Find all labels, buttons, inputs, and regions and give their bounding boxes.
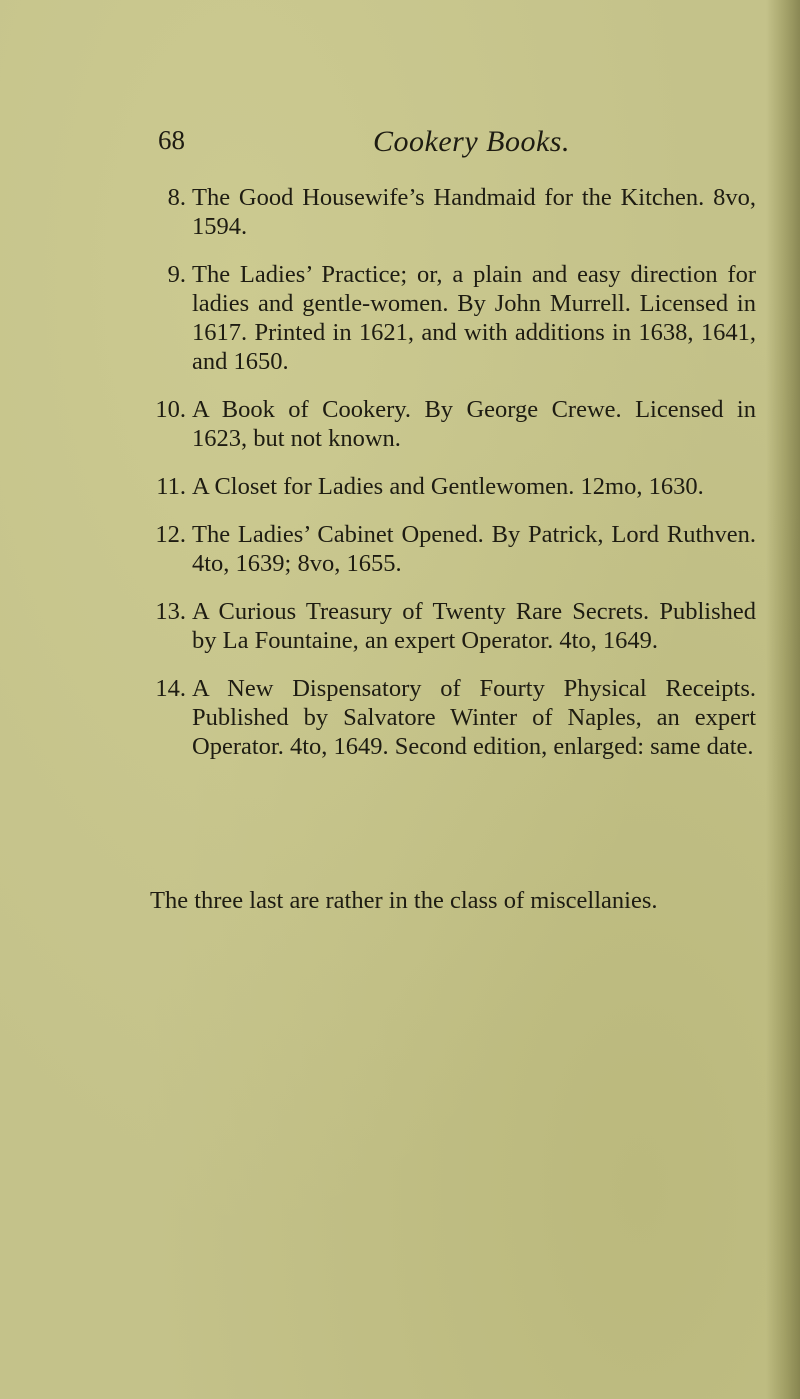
entry-number: 11. xyxy=(156,473,186,500)
list-item xyxy=(150,520,756,578)
entry-text: The Ladies’ Practice; or, a plain and easy direction for ladies and gentle-women. By John Murrell. Licensed in 1617. Printed in 1621, and with additions in 1638, 1641, and 1650. xyxy=(192,261,756,375)
bibliography-list xyxy=(150,183,756,780)
entry-text: A New Dispensatory of Fourty Physical Receipts. Published by Salvatore Winter of Naples, an expert Operator. 4to, 1649. Second edition, enlarged: same date. xyxy=(192,675,756,760)
list-item xyxy=(150,674,756,761)
page-edge-shadow xyxy=(766,0,800,1399)
page-header xyxy=(158,125,718,175)
list-item xyxy=(150,183,756,241)
page-number: 68 xyxy=(158,125,185,155)
list-item xyxy=(150,395,756,453)
list-item xyxy=(150,472,756,501)
entry-number: 14. xyxy=(155,675,186,702)
entry-text: A Book of Cookery. By George Crewe. Licensed in 1623, but not known. xyxy=(192,396,756,452)
entry-number: 9. xyxy=(167,261,186,288)
entry-text: A Curious Treasury of Twenty Rare Secrets. Published by La Fountaine, an expert Operator. 4to, 1649. xyxy=(192,598,756,654)
entry-number: 8. xyxy=(167,184,186,211)
entry-text: The Good Housewife’s Handmaid for the Kitchen. 8vo, 1594. xyxy=(192,184,756,240)
entry-text: A Closet for Ladies and Gentlewomen. 12mo, 1630. xyxy=(192,473,704,500)
entry-number: 12. xyxy=(155,521,186,548)
closing-note: The three last are rather in the class of miscellanies. xyxy=(150,887,658,914)
list-item xyxy=(150,597,756,655)
entry-text: The Ladies’ Cabinet Opened. By Patrick, Lord Ruthven. 4to, 1639; 8vo, 1655. xyxy=(192,521,756,577)
running-title: Cookery Books. xyxy=(373,125,570,158)
entry-number: 10. xyxy=(155,396,186,423)
entry-number: 13. xyxy=(155,598,186,625)
list-item xyxy=(150,260,756,376)
